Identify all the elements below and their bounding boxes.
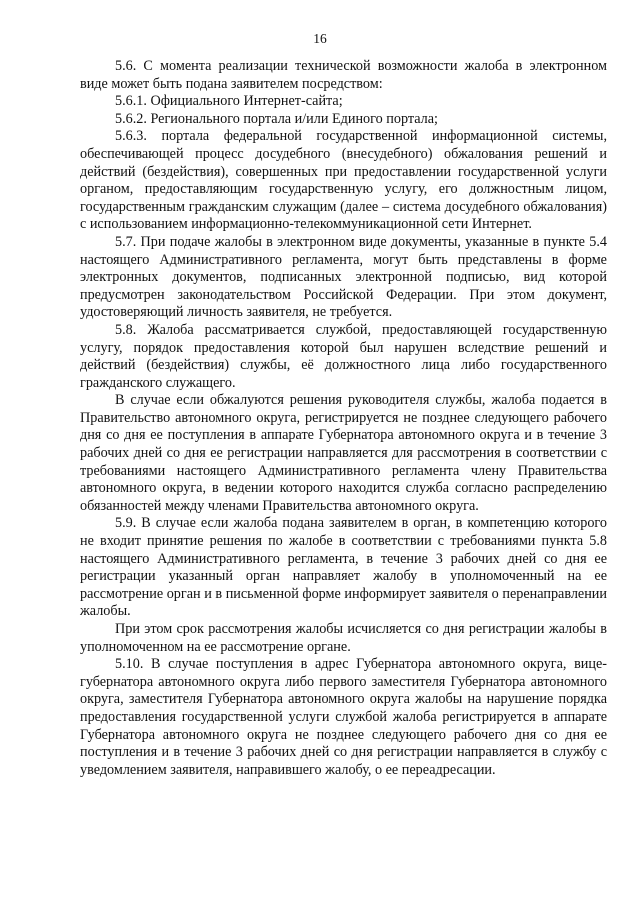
paragraph-5-6-2: 5.6.2. Регионального портала и/или Единого портала; <box>115 110 438 127</box>
paragraph-5-6: 5.6. С момента реализации технической возможности жалоба в электронном виде может быть подана заявителем посредством: <box>80 58 607 92</box>
paragraph-5-8-continued: В случае если обжалуются решения руководителя службы, жалоба подается в Правительство автономного округа, регистрируется не позднее следующего рабочего дня со дня ее поступления в аппарате Губернатора автономного округа и в течение 3 рабочих дней со дня ее регистрации направляется для рассмотрения в соответствии с требованиями настоящего Административного регламента члену Правительства автономного округа, в ведении которого находится служба согласно распределению обязанностей между членами Правительства автономного округа. <box>80 392 607 514</box>
paragraph-5-6-1: 5.6.1. Официального Интернет-сайта; <box>115 93 343 110</box>
paragraph-5-8: 5.8. Жалоба рассматривается службой, предоставляющей государственную услугу, порядок предоставления которой был нарушен вследствие решений и действий (бездействия) службы, её должностного лица либо государственного гражданского служащего. <box>80 321 607 391</box>
paragraph-5-9: 5.9. В случае если жалоба подана заявителем в орган, в компетенцию которого не входит принятие решения по жалобе в соответствии с требованиями пункта 5.8 настоящего Административного регламента, в течение 3 рабочих дней со дня ее регистрации указанный орган направляет жалобу в уполномоченный на ее рассмотрение орган и в письменной форме информирует заявителя о перенаправлении жалобы. <box>80 515 607 620</box>
page-number: 16 <box>313 31 327 46</box>
paragraph-5-9-continued: При этом срок рассмотрения жалобы исчисляется со дня регистрации жалобы в уполномоченном на ее рассмотрение органе. <box>80 621 607 655</box>
paragraph-5-6-3: 5.6.3. портала федеральной государственной информационной системы, обеспечивающей процесс досудебного (внесудебного) обжалования решений и действий (бездействия), совершенных при предоставлении государственной услуги органом, предоставляющим государственную услугу, его должностным лицом, государственным гражданским служащим (далее – система досудебного обжалования) с использованием информационно-телекоммуникационной сети Интернет. <box>80 128 607 233</box>
paragraph-5-7: 5.7. При подаче жалобы в электронном виде документы, указанные в пункте 5.4 настоящего Административного регламента, могут быть представлены в форме электронных документов, подписанных электронной подписью, вид которой предусмотрен законодательством Российской Федерации. При этом документ, удостоверяющий личность заявителя, не требуется. <box>80 233 607 321</box>
paragraph-5-10: 5.10. В случае поступления в адрес Губернатора автономного округа, вице-губернатора автономного округа либо первого заместителя Губернатора автономного округа, заместителя Губернатора автономного округа жалобы на нарушение порядка предоставления государственной услуги службой жалоба регистрируется в аппарате Губернатора автономного округа не позднее следующего рабочего дня со дня ее поступления и в течение 3 рабочих дней со дня регистрации направляется в службу с уведомлением заявителя, направившего жалобу, о ее переадресации. <box>80 656 607 778</box>
document-body <box>80 58 607 779</box>
